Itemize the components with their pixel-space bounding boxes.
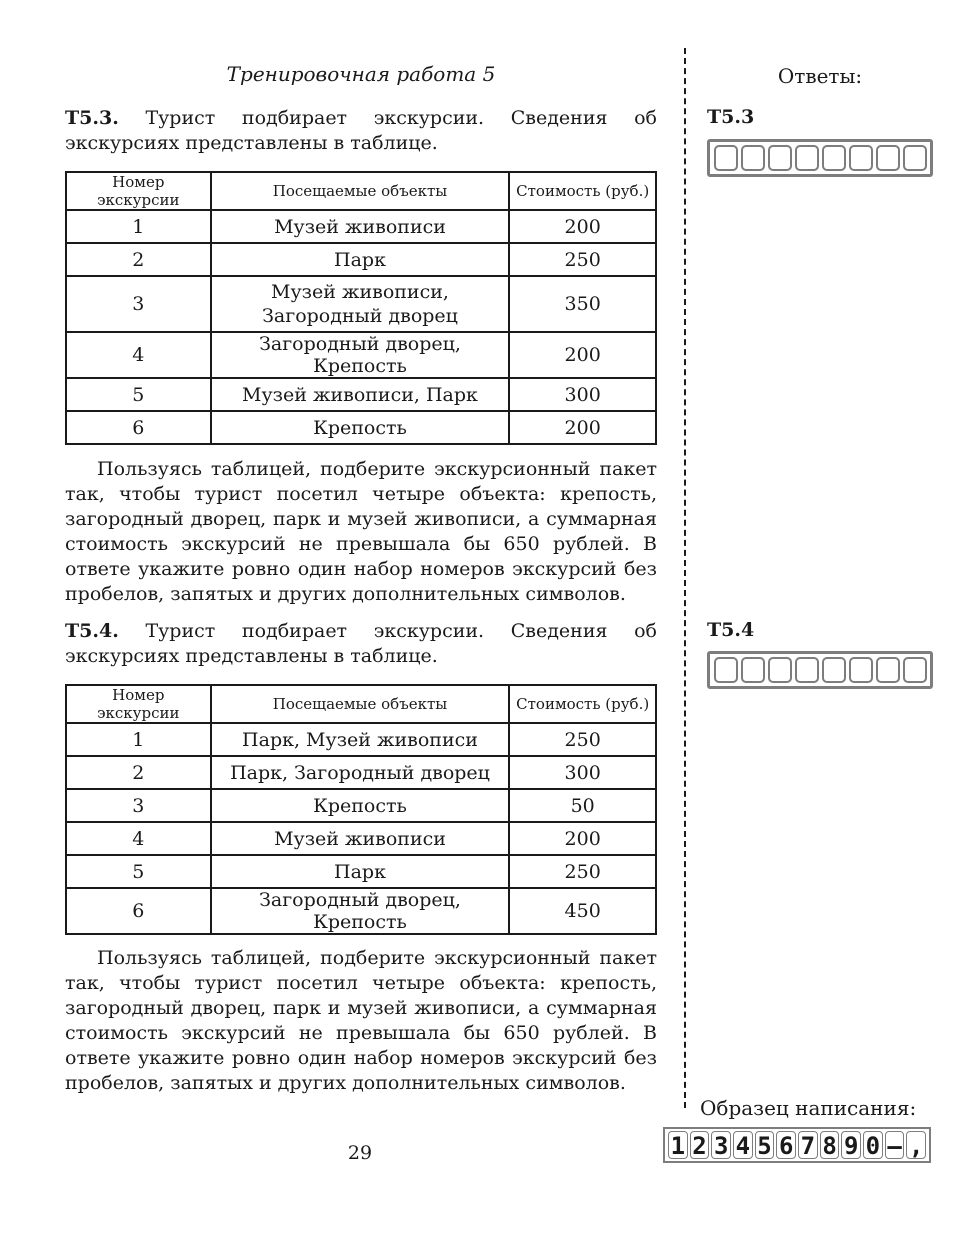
- answer-cell[interactable]: [795, 145, 819, 171]
- sample-char: –: [885, 1131, 905, 1159]
- sample-char: 1: [668, 1131, 688, 1159]
- answer-cell[interactable]: [768, 145, 792, 171]
- header-cell: Стоимость (руб.): [509, 172, 656, 210]
- cell-objects: Музей живописи: [211, 210, 510, 243]
- task-t5-4-title: [65, 619, 657, 669]
- table-row: [66, 723, 656, 756]
- answer-cell[interactable]: [903, 145, 927, 171]
- cell-number: 4: [66, 332, 211, 378]
- table-row: [66, 888, 656, 934]
- answer-cell[interactable]: [822, 145, 846, 171]
- cell-cost: 200: [509, 210, 656, 243]
- dashed-divider: [684, 48, 686, 1108]
- answer-cell[interactable]: [714, 657, 738, 683]
- sample-char: 7: [798, 1131, 818, 1159]
- cell-cost: 250: [509, 855, 656, 888]
- answer-cell[interactable]: [876, 657, 900, 683]
- table-row: [66, 822, 656, 855]
- task-t5-3-title: [65, 106, 657, 156]
- sample-char: 5: [755, 1131, 775, 1159]
- cell-cost: 50: [509, 789, 656, 822]
- task-title-text: Турист подбирает экскурсии. Сведения об экскурсиях представлены в таблице.: [65, 620, 657, 667]
- sample-label: Образец написания:: [700, 1096, 917, 1120]
- cell-objects: Музей живописи, Парк: [211, 378, 510, 411]
- sample-char: 3: [711, 1131, 731, 1159]
- header-cell: Номер экскурсии: [66, 172, 211, 210]
- sample-char: ,: [906, 1131, 926, 1159]
- writing-sample: [663, 1127, 931, 1163]
- cell-objects: Загородный дворец, Крепость: [211, 332, 510, 378]
- cell-number: 2: [66, 756, 211, 789]
- table-row: [66, 756, 656, 789]
- table-header-row: [66, 172, 656, 210]
- answer-label-t5-4: Т5.4: [707, 619, 755, 641]
- cell-cost: 200: [509, 411, 656, 444]
- answer-box-t5-4[interactable]: [707, 651, 933, 689]
- cell-objects: Крепость: [211, 411, 510, 444]
- header-cell: Стоимость (руб.): [509, 685, 656, 723]
- table-row: [66, 243, 656, 276]
- table-row: [66, 789, 656, 822]
- answer-cell[interactable]: [822, 657, 846, 683]
- table-row: [66, 210, 656, 243]
- cell-cost: 200: [509, 332, 656, 378]
- cell-objects: Музей живописи: [211, 822, 510, 855]
- answer-cell[interactable]: [714, 145, 738, 171]
- excursions-table-2: [65, 684, 657, 935]
- table-header-row: [66, 685, 656, 723]
- task-t5-3-instructions: Пользуясь таблицей, подберите экскурсионный пакет так, чтобы турист посетил четыре объекта: крепость, загородный дворец, парк и музей живописи, а суммарная стоимость экскурсий не превышала бы 650 рублей. В ответе укажите ровно один набор номеров экскурсий без пробелов, запятых и других дополнительных символов.: [65, 458, 657, 605]
- table-row: [66, 855, 656, 888]
- sample-char: 0: [863, 1131, 883, 1159]
- sample-char: 2: [690, 1131, 710, 1159]
- sample-char: 6: [776, 1131, 796, 1159]
- cell-number: 1: [66, 723, 211, 756]
- task-title-text: Турист подбирает экскурсии. Сведения об экскурсиях представлены в таблице.: [65, 107, 657, 154]
- cell-number: 3: [66, 789, 211, 822]
- cell-cost: 250: [509, 243, 656, 276]
- task-t5-4-instructions: Пользуясь таблицей, подберите экскурсионный пакет так, чтобы турист посетил четыре объекта: крепость, загородный дворец, парк и музей живописи, а суммарная стоимость экскурсий не превышала бы 650 рублей. В ответе укажите ровно один набор номеров экскурсий без пробелов, запятых и других дополнительных символов.: [65, 947, 657, 1094]
- cell-objects: Загородный дворец, Крепость: [211, 888, 510, 934]
- answers-title: Ответы:: [777, 64, 863, 88]
- cell-cost: 450: [509, 888, 656, 934]
- cell-objects: Крепость: [211, 789, 510, 822]
- answer-cell[interactable]: [876, 145, 900, 171]
- answer-cell[interactable]: [795, 657, 819, 683]
- cell-objects: Парк: [211, 243, 510, 276]
- task-number: Т5.4.: [65, 620, 119, 642]
- cell-cost: 200: [509, 822, 656, 855]
- table-row: [66, 378, 656, 411]
- cell-objects: Музей живописи, Загородный дворец: [211, 276, 510, 332]
- cell-number: 3: [66, 276, 211, 332]
- cell-number: 1: [66, 210, 211, 243]
- table-row: [66, 411, 656, 444]
- cell-cost: 300: [509, 378, 656, 411]
- answer-cell[interactable]: [903, 657, 927, 683]
- sample-char: 9: [841, 1131, 861, 1159]
- answer-box-t5-3[interactable]: [707, 139, 933, 177]
- page-header-title: Тренировочная работа 5: [226, 62, 496, 86]
- cell-number: 2: [66, 243, 211, 276]
- answer-cell[interactable]: [741, 145, 765, 171]
- cell-objects: Парк: [211, 855, 510, 888]
- cell-cost: 300: [509, 756, 656, 789]
- page-number: 29: [347, 1142, 373, 1164]
- cell-objects: Парк, Музей живописи: [211, 723, 510, 756]
- answer-cell[interactable]: [768, 657, 792, 683]
- cell-objects: Парк, Загородный дворец: [211, 756, 510, 789]
- cell-number: 5: [66, 378, 211, 411]
- task-number: Т5.3.: [65, 107, 119, 129]
- header-cell: Посещаемые объекты: [211, 172, 510, 210]
- cell-number: 6: [66, 888, 211, 934]
- answer-cell[interactable]: [741, 657, 765, 683]
- cell-number: 4: [66, 822, 211, 855]
- answer-label-t5-3: Т5.3: [707, 106, 755, 128]
- answer-cell[interactable]: [849, 657, 873, 683]
- sample-char: 4: [733, 1131, 753, 1159]
- sample-char: 8: [820, 1131, 840, 1159]
- excursions-table-1: [65, 171, 657, 445]
- table-row: [66, 332, 656, 378]
- header-cell: Номер экскурсии: [66, 685, 211, 723]
- answer-cell[interactable]: [849, 145, 873, 171]
- cell-number: 6: [66, 411, 211, 444]
- header-cell: Посещаемые объекты: [211, 685, 510, 723]
- cell-cost: 250: [509, 723, 656, 756]
- cell-number: 5: [66, 855, 211, 888]
- cell-cost: 350: [509, 276, 656, 332]
- table-row: [66, 276, 656, 332]
